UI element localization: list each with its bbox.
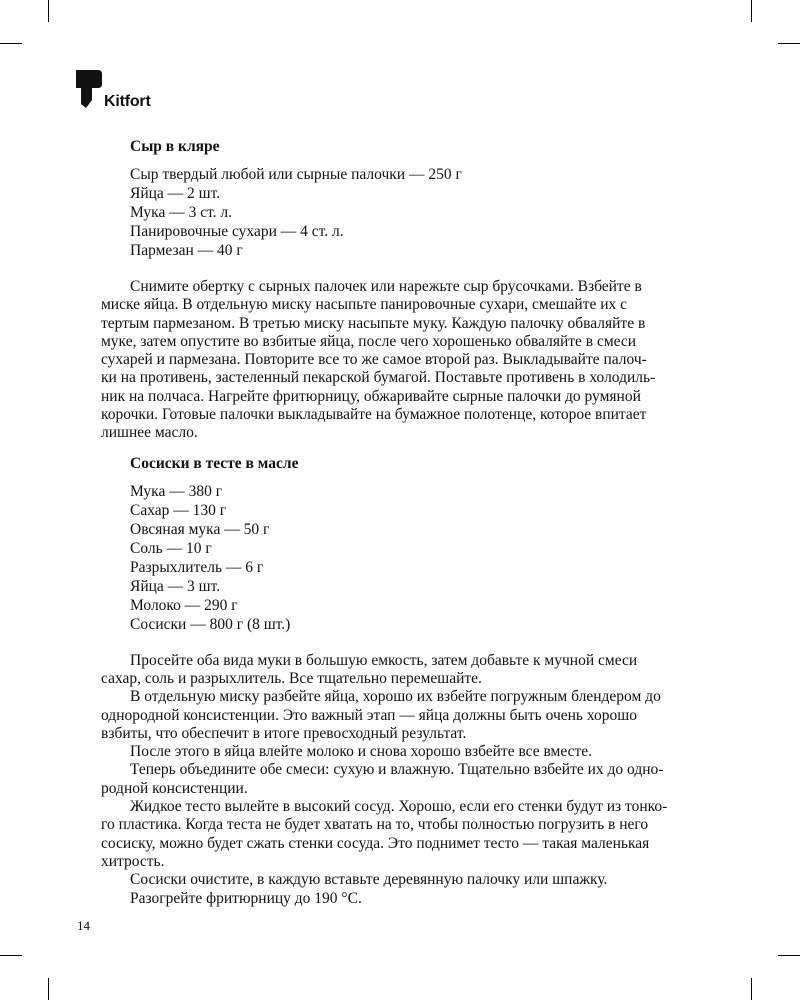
crop-mark (48, 978, 49, 1000)
ingredient: Мука — 3 ст. л. (130, 204, 233, 221)
kitfort-logo-icon (76, 70, 104, 110)
instruction-paragraph (101, 761, 701, 798)
text-line: сосиску, можно будет сжать стенки сосуда. Это поднимет тесто — такая маленькая (101, 834, 650, 852)
instruction-paragraph (101, 743, 701, 761)
ingredient-list (130, 482, 701, 634)
ingredient: Мука — 380 г (130, 482, 223, 500)
crop-mark (751, 978, 752, 1000)
text-line: ки на противень, застеленный пекарской бумагой. Поставьте противень в холодиль- (101, 369, 656, 387)
ingredient: Яйца — 2 шт. (130, 185, 221, 202)
text-line: сахар, соль и разрыхлитель. Все тщательно перемешайте. (101, 669, 482, 687)
page-number: 14 (77, 918, 90, 933)
brand-name: Kitfort (104, 93, 151, 110)
ingredient-list (130, 165, 701, 260)
recipe-title: Сыр в кляре (130, 138, 220, 155)
ingredient: Пармезан — 40 г (130, 242, 243, 259)
text-line: родной консистенции. (101, 779, 248, 797)
recipe-title: Сосиски в тесте в масле (130, 454, 299, 472)
text-line: хитрость. (101, 852, 165, 870)
text-line: Жидкое тесто вылейте в высокий сосуд. Хорошо, если его стенки будут из тонко- (130, 798, 668, 816)
crop-mark (0, 43, 22, 44)
ingredient: Панировочные сухари — 4 ст. л. (130, 223, 344, 240)
text-line: лишнее масло. (101, 424, 198, 442)
text-line: ник на полчаса. Нагрейте фритюрницу, обжаривайте сырные палочки до румяной (101, 387, 641, 405)
ingredient: Молоко — 290 г (130, 596, 238, 614)
ingredient: Разрыхлитель — 6 г (130, 558, 264, 576)
crop-mark (0, 955, 22, 956)
text-line: Снимите обертку с сырных палочек или нарежьте сыр брусочками. Взбейте в (130, 278, 642, 295)
brand-logo (76, 70, 186, 110)
instruction-paragraph (101, 798, 701, 871)
text-line: го пластика. Когда теста не будет хватать на то, чтобы полностью погрузить в него (101, 816, 649, 834)
instruction-paragraph (101, 652, 701, 689)
text-line: Просейте оба вида муки в большую емкость, затем добавьте к мучной смеси (130, 651, 638, 669)
text-line: сухарей и пармезана. Повторите все то же самое второй раз. Выкладывайте палоч- (101, 351, 647, 369)
text-line: После этого в яйца влейте молоко и снова хорошо взбейте все вместе. (130, 743, 593, 761)
text-line: Теперь объедините обе смеси: сухую и влажную. Тщательно взбейте их до одно- (130, 761, 664, 779)
recipe-instructions (101, 278, 701, 443)
text-line: Разогрейте фритюрницу до 190 °С. (130, 889, 362, 907)
instruction-paragraph (101, 871, 701, 889)
text-line: однородной консистенции. Это важный этап — яйца должны быть очень хорошо (101, 706, 637, 724)
ingredient: Сахар — 130 г (130, 501, 227, 519)
text-line: тертым пармезаном. В третью миску насыпьте муку. Каждую палочку обваляйте в (101, 314, 646, 332)
ingredient: Яйца — 3 шт. (130, 577, 221, 595)
instruction-paragraph (101, 688, 701, 743)
crop-mark (778, 955, 800, 956)
instruction-paragraph (101, 890, 701, 908)
ingredient: Сосиски — 800 г (8 шт.) (130, 615, 291, 633)
ingredient: Соль — 10 г (130, 539, 212, 557)
text-line: Сосиски очистите, в каждую вставьте деревянную палочку или шпажку. (130, 871, 608, 889)
crop-mark (778, 43, 800, 44)
text-line: корочки. Готовые палочки выкладывайте на бумажное полотенце, которое впитает (101, 406, 647, 424)
text-line: миске яйца. В отдельную миску насыпьте панировочные сухари, смешайте их с (101, 296, 628, 314)
ingredient: Овсяная мука — 50 г (130, 520, 270, 538)
page-content (101, 137, 701, 908)
recipe-instructions (101, 652, 701, 908)
text-line: В отдельную миску разбейте яйца, хорошо их взбейте погружным блендером до (130, 688, 661, 706)
crop-mark (48, 0, 49, 22)
text-line: взбиты, что обеспечит в итоге превосходный результат. (101, 724, 467, 742)
text-line: муке, затем опустите во взбитые яйца, после чего хорошенько обваляйте в смеси (101, 332, 637, 350)
ingredient: Сыр твердый любой или сырные палочки — 250 г (130, 166, 462, 183)
crop-mark (751, 0, 752, 22)
